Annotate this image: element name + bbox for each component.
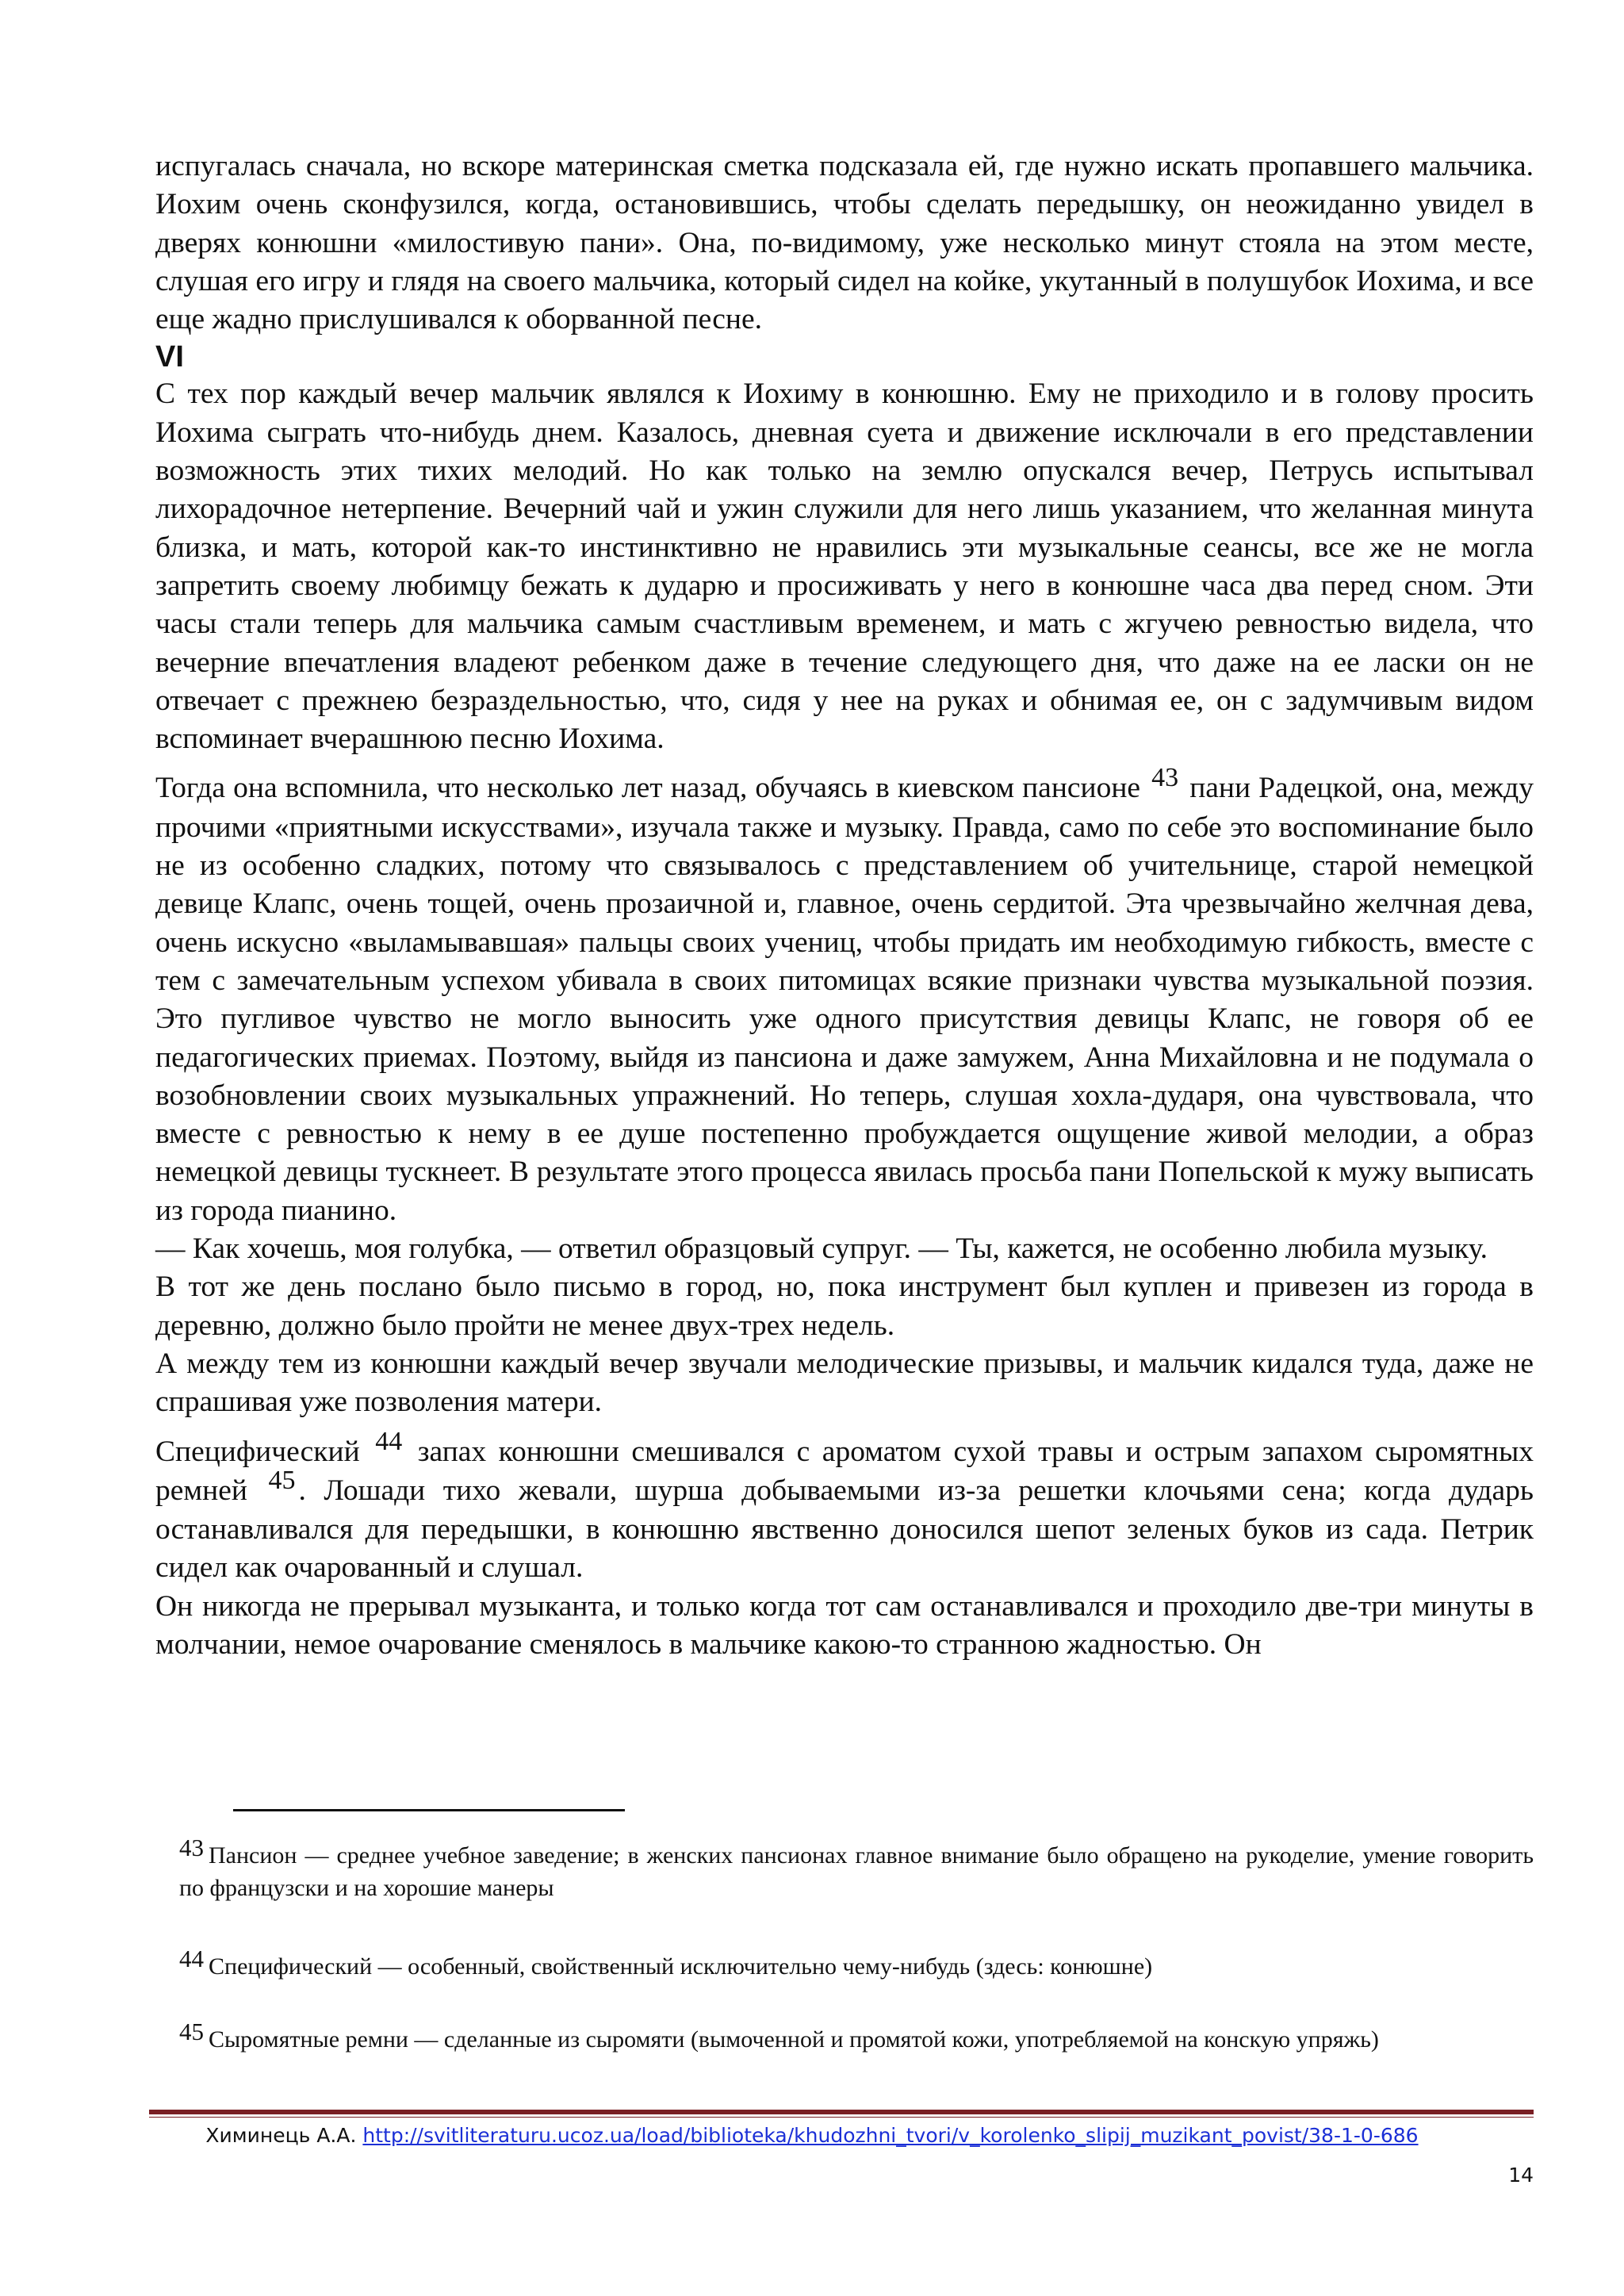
paragraph [155,763,1534,1230]
paragraph-text: . Лошади тихо жевали, шурша добываемыми из-за решетки клочьями сена; когда дударь останавливался для передышки, в конюшню явственно доносился шепот зеленых буков из сада. Петрик сидел как очарованный и слушал. [155,1474,1534,1585]
footnote-45 [179,2018,1534,2056]
footer-rule-thin [149,2117,1534,2118]
footnote-number: 45 [179,2018,204,2045]
footnote-ref-45[interactable]: 45 [268,1465,296,1495]
paragraph [155,1426,1534,1588]
paragraph: испугалась сначала, но вскоре материнская сметка подсказала ей, где нужно искать пропавшего мальчика. Иохим очень сконфузился, когда, остановившись, чтобы сделать передышку, он неожиданно увидел в дверях конюшни «милостивую пани». Она, по-видимому, уже несколько минут стояла на этом месте, слушая его игру и глядя на своего мальчика, который сидел на койке, укутанный в полушубок Иохима, и все еще жадно прислушивался к оборванной песне. [155,150,1534,336]
paragraph-text: запах конюшни смешивался с ароматом сухой травы и острым запахом сыромятных ремней [155,1435,1534,1507]
paragraph: — Как хочешь, моя голубка, — ответил образцовый супруг. — Ты, кажется, не особенно любила музыку. [155,1232,1488,1266]
footnote-text: Сыромятные ремни — сделанные из сыромяти (вымоченной и промятой кожи, употребляемой на конскую упряжь) [209,2026,1379,2053]
footnote-separator [233,1809,625,1811]
footer-author: Химинець А.А. [205,2124,357,2147]
page-number: 14 [1508,2164,1534,2187]
footnote-number: 44 [179,1945,204,1972]
footnote-ref-44[interactable]: 44 [375,1426,403,1456]
footnote-text: Пансион — среднее учебное заведение; в женских пансионах главное внимание было обращено на рукоделие, умение говорить по французски и на хорошие манеры [179,1842,1534,1901]
paragraph-text: Специфический [155,1435,360,1468]
footnote-ref-43[interactable]: 43 [1151,763,1179,793]
footer-rule [149,2110,1534,2114]
page-footer [0,2122,1624,2149]
chapter-heading: VI [155,340,184,374]
paragraph-text: Тогда она вспомнила, что несколько лет назад, обучаясь в киевском пансионе [155,772,1141,805]
footnote-43 [179,1834,1534,1904]
footnote-number: 43 [179,1834,204,1861]
footnote-44 [179,1945,1534,1983]
paragraph: А между тем из конюшни каждый вечер звучали мелодические призывы, и мальчик кидался туда, даже не спрашивая уже позволения матери. [155,1347,1534,1419]
body-text [155,148,1534,1664]
footnote-text: Специфический — особенный, свойственный исключительно чему-нибудь (здесь: конюшне) [209,1953,1153,1980]
paragraph: В тот же день послано было письмо в город, но, пока инструмент был куплен и привезен из города в деревню, должно было пройти не менее двух-трех недель. [155,1271,1534,1342]
paragraph: С тех пор каждый вечер мальчик являлся к Иохиму в конюшню. Ему не приходило и в голову просить Иохима сыграть что-нибудь днем. Казалось, дневная суета и движение исключали в его представлении возможность этих тихих мелодий. Но как только на землю опускался вечер, Петрусь испытывал лихорадочное нетерпение. Вечерний чай и ужин служили для него лишь указанием, что желанная минута близка, и мать, которой как-то инстинктивно не нравились эти музыкальные сеансы, все же не могла запретить своему любимцу бежать к дударю и просиживать у него в конюшне часа два перед сном. Эти часы стали теперь для мальчика самым счастливым временем, и мать с жгучею ревностью видела, что вечерние впечатления владеют ребенком даже в течение следующего дня, что даже на ее ласки он не отвечает с прежнею безраздельностью, что, сидя у нее на руках и обнимая ее, он с задумчивым видом вспоминает вчерашнюю песню Иохима. [155,378,1534,756]
paragraph-text: пани Радецкой, она, между прочими «приятными искусствами», изучала также и музыку. Правда, само по себе это воспоминание было не из особенно сладких, потому что связывалось с представлением об учительнице, старой немецкой девице Клапс, очень тощей, очень прозаичной и, главное, очень сердитой. Эта чрезвычайно желчная дева, очень искусно «выламывавшая» пальцы своих учениц, чтобы придать им необходимую гибкость, вместе с тем с замечательным успехом убивала в своих питомицах всякие признаки чувства музыкальной поэзия. Это пугливое чувство не могло выносить уже одного присутствия девицы Клапс, не говоря об ее педагогических приемах. Поэтому, выйдя из пансиона и даже замужем, Анна Михайловна и не подумала о возобновлении своих музыкальных упражнений. Но теперь, слушая хохла-дударя, она чувствовала, что вместе с ревностью к нему в ее душе постепенно пробуждается ощущение живой мелодии, а образ немецкой девицы тускнеет. В результате этого процесса явилась просьба пани Попельской к мужу выписать из города пианино. [155,772,1534,1227]
paragraph: Он никогда не прерывал музыканта, и только когда тот сам останавливался и проходило две-три минуты в молчании, немое очарование сменялось в мальчике какою-то странною жадностью. Он [155,1589,1534,1661]
source-link[interactable]: http://svitliteraturu.ucoz.ua/load/biblioteka/khudozhni_tvori/v_korolenko_slipij_muzikant_povist/38-1-0-686 [362,2124,1419,2147]
